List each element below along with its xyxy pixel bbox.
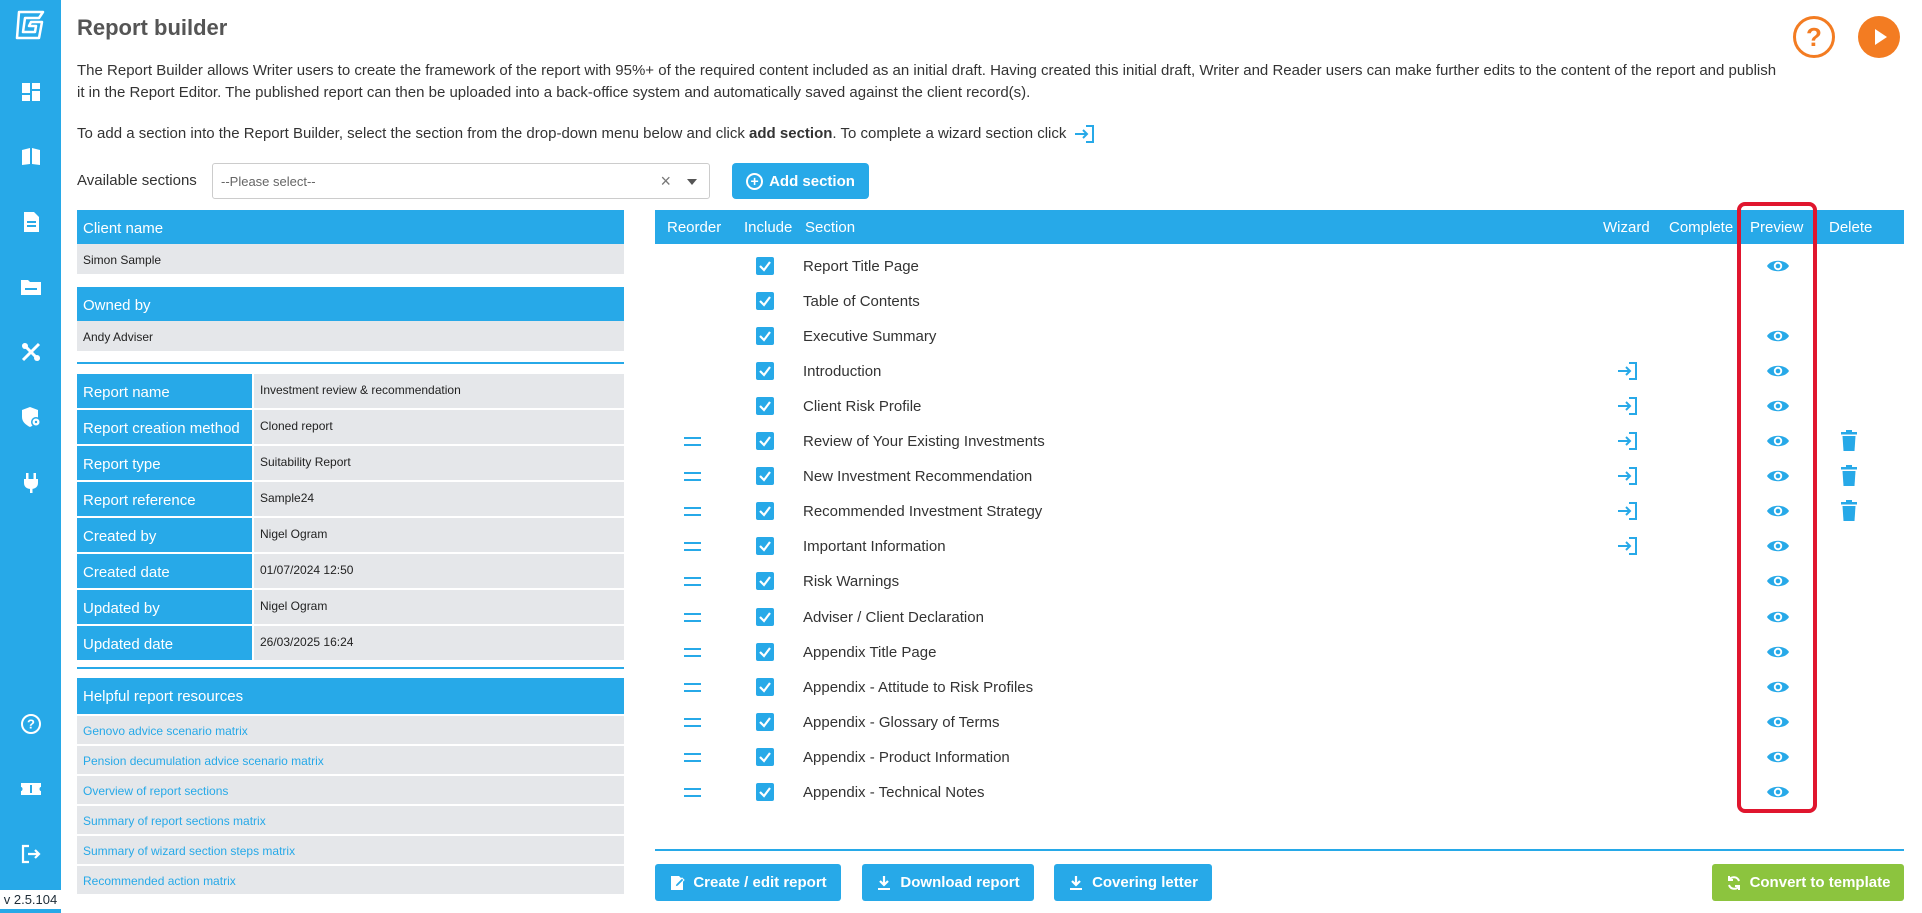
include-checkbox[interactable]	[756, 748, 774, 766]
col-section: Section	[805, 219, 856, 236]
include-checkbox[interactable]	[756, 678, 774, 696]
section-name: Appendix - Attitude to Risk Profiles	[803, 678, 1034, 696]
table-row	[655, 493, 1904, 528]
include-checkbox[interactable]	[756, 397, 774, 415]
col-wizard: Wizard	[1603, 219, 1650, 236]
detail-label: Report reference	[77, 482, 252, 516]
detail-value: Nigel Ogram	[252, 518, 624, 552]
preview-eye-icon[interactable]	[1766, 608, 1790, 626]
preview-eye-icon[interactable]	[1766, 362, 1790, 380]
section-name: Client Risk Profile	[803, 398, 922, 416]
help-circle-icon[interactable]	[20, 713, 42, 735]
wizard-enter-icon[interactable]	[1616, 430, 1638, 452]
detail-row-creation-method	[77, 410, 624, 444]
drag-handle-icon[interactable]	[684, 788, 701, 797]
resource-link[interactable]: Summary of wizard section steps matrix	[77, 836, 624, 864]
section-name: Report Title Page	[803, 258, 919, 275]
table-row	[655, 248, 1904, 283]
include-checkbox[interactable]	[756, 643, 774, 661]
drag-handle-icon[interactable]	[684, 472, 701, 481]
covering-letter-label: Covering letter	[1092, 874, 1198, 891]
section-name: Adviser / Client Declaration	[803, 608, 984, 626]
detail-label: Created by	[77, 518, 252, 552]
plug-icon[interactable]	[20, 472, 42, 494]
detail-label: Updated by	[77, 590, 252, 624]
detail-value: 01/07/2024 12:50	[252, 554, 624, 588]
convert-label: Convert to template	[1749, 874, 1891, 891]
detail-value: Nigel Ogram	[252, 590, 624, 624]
add-section-button[interactable]	[732, 163, 869, 199]
create-edit-report-button[interactable]	[655, 864, 841, 901]
section-name: Risk Warnings	[803, 573, 900, 591]
sync-icon	[1726, 875, 1742, 891]
preview-eye-icon[interactable]	[1766, 572, 1790, 590]
ticket-icon[interactable]	[20, 778, 42, 800]
instruction-bold: add section	[749, 124, 833, 142]
delete-trash-icon[interactable]	[1841, 430, 1857, 451]
version-label: v 2.5.104	[0, 890, 61, 909]
drag-handle-icon[interactable]	[684, 718, 701, 727]
drag-handle-icon[interactable]	[684, 753, 701, 762]
table-row	[655, 739, 1904, 774]
drag-handle-icon[interactable]	[684, 648, 701, 657]
detail-label: Updated date	[77, 626, 252, 660]
resource-link[interactable]: Genovo advice scenario matrix	[77, 716, 624, 744]
detail-label: Report type	[77, 446, 252, 480]
instruction-text	[77, 124, 1095, 144]
table-row	[655, 318, 1904, 353]
create-edit-label: Create / edit report	[693, 874, 827, 891]
section-name: Appendix - Technical Notes	[803, 783, 985, 801]
wizard-enter-icon	[1073, 124, 1095, 144]
include-checkbox[interactable]	[756, 572, 774, 590]
preview-eye-icon[interactable]	[1766, 432, 1790, 450]
table-row	[655, 563, 1904, 598]
table-row	[655, 599, 1904, 634]
delete-trash-icon[interactable]	[1841, 500, 1857, 521]
question-mark-icon: ?	[1806, 22, 1822, 52]
section-name: Table of Contents	[803, 293, 920, 311]
client-name-block	[77, 210, 624, 274]
detail-label: Report name	[77, 374, 252, 408]
wizard-enter-icon[interactable]	[1616, 535, 1638, 557]
detail-row-report-name	[77, 374, 624, 408]
include-checkbox[interactable]	[756, 713, 774, 731]
include-checkbox[interactable]	[756, 257, 774, 275]
detail-value: Suitability Report	[252, 446, 624, 480]
client-name-value: Simon Sample	[77, 244, 624, 274]
include-checkbox[interactable]	[756, 502, 774, 520]
instruction-pre: To add a section into the Report Builder, select the section from the drop-down menu below and click	[77, 124, 750, 142]
available-sections-label: Available sections	[77, 172, 197, 189]
include-checkbox[interactable]	[756, 783, 774, 801]
preview-eye-icon[interactable]	[1766, 713, 1790, 731]
resource-link[interactable]: Pension decumulation advice scenario matrix	[77, 746, 624, 774]
intro-text: The Report Builder allows Writer users to create the framework of the report with 95%+ of the required content included as an initial draft. Having created this initial draft, Writer and Reader users can make further edits to the content of the report and publish it in the Report Editor. The published report can then be uploaded into a back-office system and automatically saved against the client record(s).	[77, 62, 1777, 101]
delete-trash-icon[interactable]	[1841, 465, 1857, 486]
detail-value: Investment review & recommendation	[252, 374, 624, 408]
wizard-enter-icon[interactable]	[1616, 465, 1638, 487]
resources-title: Helpful report resources	[77, 678, 624, 714]
download-icon	[1068, 875, 1084, 891]
detail-row-report-type	[77, 446, 624, 480]
col-reorder: Reorder	[667, 219, 722, 236]
divider	[77, 362, 624, 364]
table-row	[655, 388, 1904, 423]
download-icon	[876, 875, 892, 891]
wizard-enter-icon[interactable]	[1616, 500, 1638, 522]
table-row	[655, 774, 1904, 809]
resource-link[interactable]: Recommended action matrix	[77, 866, 624, 894]
plus-circle-icon: +	[746, 173, 763, 190]
covering-letter-button[interactable]	[1054, 864, 1212, 901]
include-checkbox[interactable]	[756, 467, 774, 485]
owned-by-value: Andy Adviser	[77, 321, 624, 351]
col-preview: Preview	[1750, 219, 1804, 236]
page-title: Report builder	[77, 15, 228, 40]
table-row	[655, 528, 1904, 563]
owned-by-label: Owned by	[77, 287, 624, 321]
detail-row-created-by	[77, 518, 624, 552]
sections-table-header	[655, 210, 1904, 244]
select-placeholder: --Please select--	[221, 174, 316, 189]
drag-handle-icon[interactable]	[684, 613, 701, 622]
col-complete: Complete	[1669, 219, 1734, 236]
folder-icon[interactable]	[20, 276, 42, 298]
play-icon	[1858, 16, 1900, 58]
table-row	[655, 353, 1904, 388]
detail-row-updated-date	[77, 626, 624, 660]
detail-row-updated-by	[77, 590, 624, 624]
include-checkbox[interactable]	[756, 608, 774, 626]
logout-icon[interactable]	[20, 843, 42, 865]
table-row	[655, 669, 1904, 704]
preview-eye-icon[interactable]	[1766, 467, 1790, 485]
drag-handle-icon[interactable]	[684, 507, 701, 516]
preview-eye-icon[interactable]	[1766, 643, 1790, 661]
section-name: Executive Summary	[803, 328, 937, 346]
resource-link[interactable]: Overview of report sections	[77, 776, 624, 804]
detail-value: Sample24	[252, 482, 624, 516]
download-label: Download report	[900, 874, 1020, 891]
section-name: Appendix Title Page	[803, 643, 937, 661]
include-checkbox[interactable]	[756, 362, 774, 380]
instruction-post: . To complete a wizard section click	[832, 124, 1067, 142]
shield-settings-icon[interactable]	[20, 406, 42, 428]
section-name: Review of Your Existing Investments	[803, 433, 1045, 451]
detail-value: 26/03/2025 16:24	[252, 626, 624, 660]
play-video-button[interactable]	[1858, 16, 1900, 58]
preview-eye-icon[interactable]	[1766, 257, 1790, 275]
wizard-enter-icon[interactable]	[1616, 395, 1638, 417]
document-icon[interactable]	[20, 211, 42, 233]
detail-row-created-date	[77, 554, 624, 588]
drag-handle-icon[interactable]	[684, 577, 701, 586]
col-include: Include	[744, 219, 793, 236]
section-name: Recommended Investment Strategy	[803, 503, 1043, 521]
preview-eye-icon[interactable]	[1766, 748, 1790, 766]
table-row	[655, 423, 1904, 458]
preview-eye-icon[interactable]	[1766, 327, 1790, 345]
section-name: Appendix - Glossary of Terms	[803, 713, 1000, 731]
owned-by-block	[77, 287, 624, 351]
section-name: Appendix - Product Information	[803, 748, 1010, 766]
available-sections-select[interactable]	[212, 163, 710, 199]
app-logo-icon[interactable]	[13, 8, 47, 42]
section-name: New Investment Recommendation	[803, 468, 1033, 486]
drag-handle-icon[interactable]	[684, 683, 701, 692]
download-report-button[interactable]	[862, 864, 1034, 901]
wizard-enter-icon[interactable]	[1616, 360, 1638, 382]
book-icon[interactable]	[20, 145, 42, 167]
clear-selection-icon[interactable]: ×	[660, 171, 671, 191]
edit-document-icon	[669, 875, 685, 891]
include-checkbox[interactable]	[756, 327, 774, 345]
table-row	[655, 704, 1904, 739]
svg-text:?: ?	[27, 716, 35, 732]
detail-row-report-reference	[77, 482, 624, 516]
preview-eye-icon[interactable]	[1766, 678, 1790, 696]
preview-eye-icon[interactable]	[1766, 397, 1790, 415]
sidebar	[0, 0, 61, 913]
preview-eye-icon[interactable]	[1766, 537, 1790, 555]
section-name: Important Information	[803, 538, 946, 556]
tools-icon[interactable]	[20, 341, 42, 363]
dashboard-icon[interactable]	[20, 81, 42, 103]
preview-eye-icon[interactable]	[1766, 502, 1790, 520]
detail-label: Created date	[77, 554, 252, 588]
help-button[interactable]	[1793, 16, 1835, 58]
resource-link[interactable]: Summary of report sections matrix	[77, 806, 624, 834]
section-name: Introduction	[803, 363, 882, 381]
client-name-label: Client name	[77, 210, 624, 244]
divider	[77, 667, 624, 669]
detail-label: Report creation method	[77, 410, 252, 444]
drag-handle-icon[interactable]	[684, 542, 701, 551]
divider	[655, 849, 1904, 851]
detail-value: Cloned report	[252, 410, 624, 444]
table-row	[655, 283, 1904, 318]
add-section-label: Add section	[769, 172, 855, 190]
table-row	[655, 458, 1904, 493]
preview-eye-icon[interactable]	[1766, 783, 1790, 801]
include-checkbox[interactable]	[756, 292, 774, 310]
include-checkbox[interactable]	[756, 537, 774, 555]
convert-to-template-button[interactable]	[1712, 864, 1904, 901]
chevron-down-icon[interactable]	[687, 179, 697, 185]
col-delete: Delete	[1829, 219, 1873, 236]
table-row	[655, 634, 1904, 669]
drag-handle-icon[interactable]	[684, 437, 701, 446]
include-checkbox[interactable]	[756, 432, 774, 450]
